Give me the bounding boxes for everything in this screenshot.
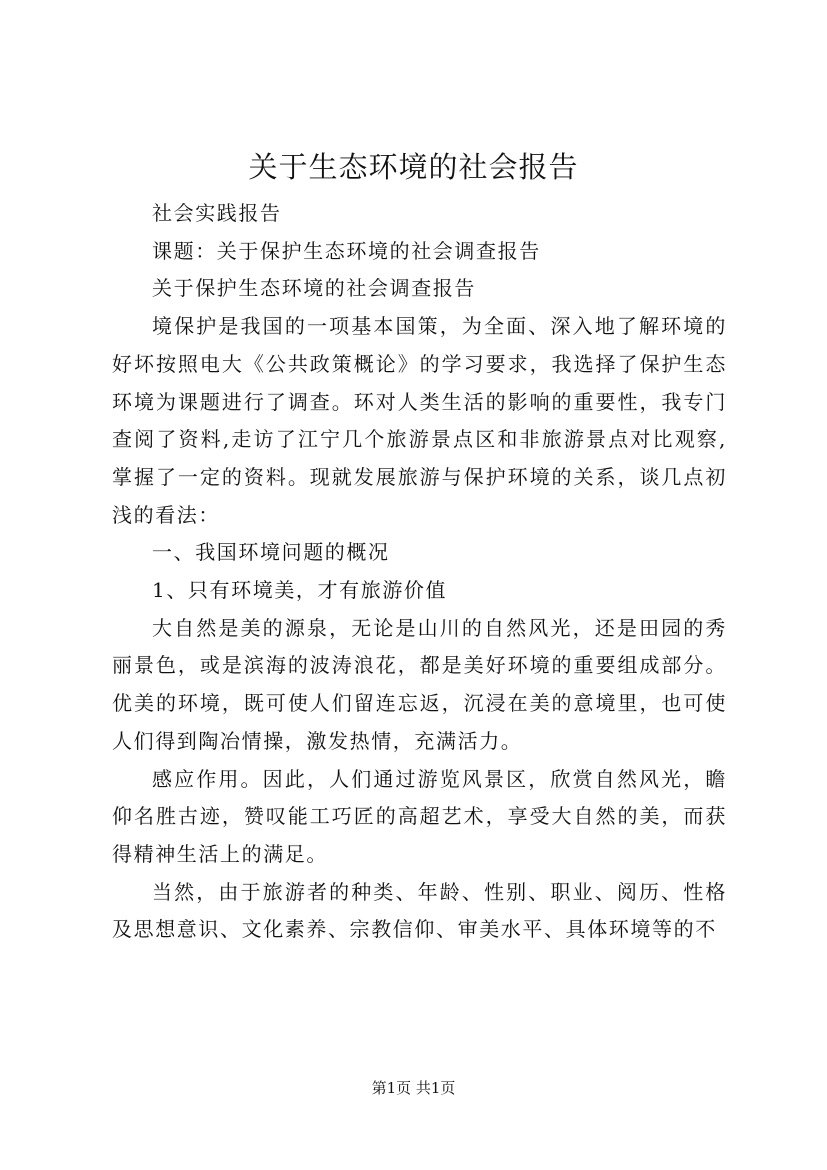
- paragraph-7: 大自然是美的源泉，无论是山川的自然风光，还是田园的秀丽景色，或是滨海的波涛浪花，都是美好环境的重要组成部分。优美的环境，既可使人们留连忘返，沉浸在美的意境里，也可使人们得到陶冶情操，激发热情，充满活力。: [112, 615, 727, 753]
- page-footer: 第1页 共1页: [371, 1079, 456, 1097]
- document-title: 关于生态环境的社会报告: [248, 150, 579, 184]
- document-body: [112, 195, 727, 949]
- paragraph-5: 一、我国环境问题的概况: [152, 540, 390, 565]
- paragraph-2: 课题：关于保护生态环境的社会调查报告: [152, 238, 541, 263]
- paragraph-9: 当然，由于旅游者的种类、年龄、性别、职业、阅历、性格及思想意识、文化素养、宗教信仰、审美水平、具体环境等的不: [112, 879, 727, 942]
- paragraph-4: 境保护是我国的一项基本国策，为全面、深入地了解环境的好坏按照电大《公共政策概论》的学习要求，我选择了保护生态环境为课题进行了调查。环对人类生活的影响的重要性，我专门查阅了资料,走访了江宁几个旅游景点区和非旅游景点对比观察,掌握了一定的资料。现就发展旅游与保护环境的关系，谈几点初浅的看法：: [112, 314, 727, 527]
- paragraph-6: 1、只有环境美，才有旅游价值: [152, 578, 448, 603]
- paragraph-8: 感应作用。因此，人们通过游览风景区，欣赏自然风光，瞻仰名胜古迹，赞叹能工巧匠的高超艺术，享受大自然的美，而获得精神生活上的满足。: [112, 766, 727, 866]
- paragraph-1: 社会实践报告: [152, 201, 282, 225]
- paragraph-3: 关于保护生态环境的社会调查报告: [152, 276, 476, 301]
